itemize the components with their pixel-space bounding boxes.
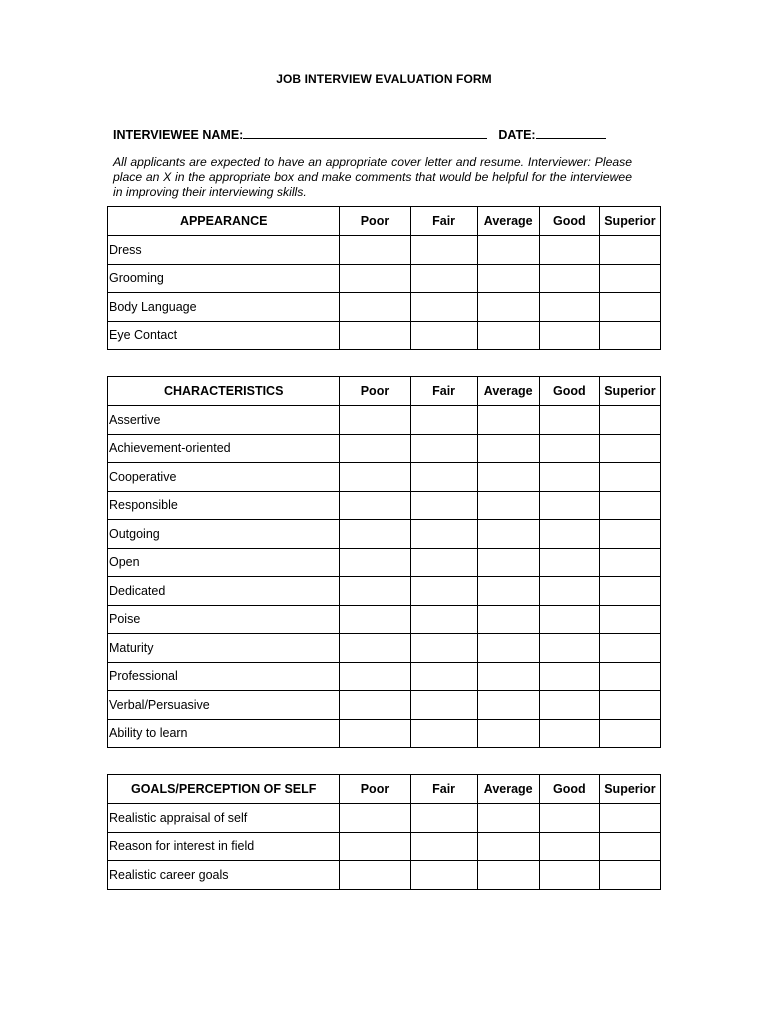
section-heading: GOALS/PERCEPTION OF SELF xyxy=(108,775,340,804)
rating-cell-good[interactable] xyxy=(539,520,599,549)
rating-cell-superior[interactable] xyxy=(599,463,660,492)
rating-cell-poor[interactable] xyxy=(340,804,410,833)
rating-cell-superior[interactable] xyxy=(599,293,660,322)
rating-cell-average[interactable] xyxy=(477,605,539,634)
criterion-label: Assertive xyxy=(108,406,340,435)
table-row xyxy=(108,434,661,463)
rating-cell-poor[interactable] xyxy=(340,605,410,634)
rating-cell-poor[interactable] xyxy=(340,434,410,463)
rating-header-superior: Superior xyxy=(599,207,660,236)
date-field[interactable] xyxy=(536,127,606,139)
rating-cell-poor[interactable] xyxy=(340,691,410,720)
criterion-label: Verbal/Persuasive xyxy=(108,691,340,720)
table-row xyxy=(108,577,661,606)
table-header-row xyxy=(108,207,661,236)
rating-cell-good[interactable] xyxy=(539,264,599,293)
criterion-label: Maturity xyxy=(108,634,340,663)
rating-header-fair: Fair xyxy=(410,775,477,804)
rating-cell-poor[interactable] xyxy=(340,491,410,520)
rating-cell-fair[interactable] xyxy=(410,236,477,265)
rating-cell-poor[interactable] xyxy=(340,719,410,748)
rating-cell-average[interactable] xyxy=(477,321,539,350)
rating-cell-fair[interactable] xyxy=(410,463,477,492)
rating-cell-fair[interactable] xyxy=(410,832,477,861)
name-date-line xyxy=(113,127,606,142)
table-row xyxy=(108,605,661,634)
criterion-label: Eye Contact xyxy=(108,321,340,350)
rating-cell-good[interactable] xyxy=(539,236,599,265)
table-row xyxy=(108,264,661,293)
rating-cell-good[interactable] xyxy=(539,406,599,435)
criterion-label: Dress xyxy=(108,236,340,265)
rating-cell-fair[interactable] xyxy=(410,293,477,322)
criterion-label: Dedicated xyxy=(108,577,340,606)
rating-cell-average[interactable] xyxy=(477,634,539,663)
rating-cell-good[interactable] xyxy=(539,548,599,577)
instructions-text: All applicants are expected to have an appropriate cover letter and resume. Interviewer: Please place an X in the appropriate box and make comments that would be helpful for the interviewee in improving their interviewing skills. xyxy=(113,155,632,199)
rating-cell-superior[interactable] xyxy=(599,861,660,890)
rating-cell-good[interactable] xyxy=(539,662,599,691)
table-row xyxy=(108,520,661,549)
rating-cell-fair[interactable] xyxy=(410,719,477,748)
rating-cell-good[interactable] xyxy=(539,832,599,861)
rating-cell-average[interactable] xyxy=(477,804,539,833)
rating-cell-superior[interactable] xyxy=(599,832,660,861)
rating-cell-fair[interactable] xyxy=(410,548,477,577)
rating-cell-good[interactable] xyxy=(539,719,599,748)
rating-cell-average[interactable] xyxy=(477,520,539,549)
rating-cell-superior[interactable] xyxy=(599,691,660,720)
table-row xyxy=(108,634,661,663)
rating-cell-average[interactable] xyxy=(477,719,539,748)
rating-cell-fair[interactable] xyxy=(410,662,477,691)
form-title: JOB INTERVIEW EVALUATION FORM xyxy=(276,72,492,86)
criterion-label: Body Language xyxy=(108,293,340,322)
rating-cell-good[interactable] xyxy=(539,691,599,720)
table-row xyxy=(108,491,661,520)
rating-cell-superior[interactable] xyxy=(599,491,660,520)
rating-cell-good[interactable] xyxy=(539,463,599,492)
interviewee-name-field[interactable] xyxy=(243,127,487,139)
rating-header-poor: Poor xyxy=(340,207,410,236)
rating-cell-superior[interactable] xyxy=(599,548,660,577)
rating-cell-average[interactable] xyxy=(477,662,539,691)
rating-header-fair: Fair xyxy=(410,207,477,236)
rating-cell-good[interactable] xyxy=(539,434,599,463)
rating-header-poor: Poor xyxy=(340,775,410,804)
rating-cell-superior[interactable] xyxy=(599,719,660,748)
rating-cell-good[interactable] xyxy=(539,321,599,350)
rating-header-average: Average xyxy=(477,207,539,236)
rating-cell-superior[interactable] xyxy=(599,804,660,833)
table-row xyxy=(108,293,661,322)
rating-cell-superior[interactable] xyxy=(599,520,660,549)
criterion-label: Professional xyxy=(108,662,340,691)
rating-cell-average[interactable] xyxy=(477,861,539,890)
rating-cell-fair[interactable] xyxy=(410,861,477,890)
rating-cell-good[interactable] xyxy=(539,804,599,833)
rating-header-superior: Superior xyxy=(599,775,660,804)
criterion-label: Grooming xyxy=(108,264,340,293)
rating-cell-good[interactable] xyxy=(539,491,599,520)
criterion-label: Reason for interest in field xyxy=(108,832,340,861)
table-row xyxy=(108,719,661,748)
section-heading: APPEARANCE xyxy=(108,207,340,236)
rating-header-good: Good xyxy=(539,775,599,804)
rating-header-average: Average xyxy=(477,377,539,406)
rating-cell-poor[interactable] xyxy=(340,321,410,350)
criterion-label: Outgoing xyxy=(108,520,340,549)
rating-header-superior: Superior xyxy=(599,377,660,406)
section-heading: CHARACTERISTICS xyxy=(108,377,340,406)
goals-table xyxy=(107,774,661,890)
table-row xyxy=(108,321,661,350)
characteristics-table xyxy=(107,376,661,748)
rating-header-poor: Poor xyxy=(340,377,410,406)
interviewee-name-label: INTERVIEWEE NAME: xyxy=(113,128,244,142)
appearance-table xyxy=(107,206,661,350)
rating-cell-average[interactable] xyxy=(477,406,539,435)
table-row xyxy=(108,406,661,435)
rating-cell-good[interactable] xyxy=(539,634,599,663)
rating-cell-superior[interactable] xyxy=(599,321,660,350)
table-row xyxy=(108,691,661,720)
rating-cell-superior[interactable] xyxy=(599,662,660,691)
rating-cell-fair[interactable] xyxy=(410,406,477,435)
rating-cell-fair[interactable] xyxy=(410,605,477,634)
rating-cell-fair[interactable] xyxy=(410,491,477,520)
table-row xyxy=(108,548,661,577)
rating-cell-poor[interactable] xyxy=(340,832,410,861)
table-row xyxy=(108,662,661,691)
rating-cell-superior[interactable] xyxy=(599,577,660,606)
rating-cell-fair[interactable] xyxy=(410,434,477,463)
rating-cell-good[interactable] xyxy=(539,605,599,634)
rating-cell-superior[interactable] xyxy=(599,406,660,435)
rating-header-good: Good xyxy=(539,377,599,406)
rating-cell-good[interactable] xyxy=(539,861,599,890)
rating-cell-average[interactable] xyxy=(477,264,539,293)
rating-cell-poor[interactable] xyxy=(340,293,410,322)
rating-cell-fair[interactable] xyxy=(410,634,477,663)
rating-header-good: Good xyxy=(539,207,599,236)
rating-cell-poor[interactable] xyxy=(340,520,410,549)
rating-cell-average[interactable] xyxy=(477,491,539,520)
date-label: DATE: xyxy=(498,128,536,142)
rating-cell-poor[interactable] xyxy=(340,463,410,492)
rating-cell-superior[interactable] xyxy=(599,236,660,265)
rating-cell-average[interactable] xyxy=(477,577,539,606)
rating-cell-good[interactable] xyxy=(539,577,599,606)
criterion-label: Ability to learn xyxy=(108,719,340,748)
rating-cell-poor[interactable] xyxy=(340,406,410,435)
rating-cell-average[interactable] xyxy=(477,548,539,577)
rating-cell-fair[interactable] xyxy=(410,321,477,350)
rating-cell-fair[interactable] xyxy=(410,520,477,549)
criterion-label: Poise xyxy=(108,605,340,634)
table-row xyxy=(108,463,661,492)
rating-cell-average[interactable] xyxy=(477,691,539,720)
rating-cell-average[interactable] xyxy=(477,236,539,265)
rating-cell-fair[interactable] xyxy=(410,264,477,293)
criterion-label: Achievement-oriented xyxy=(108,434,340,463)
criterion-label: Open xyxy=(108,548,340,577)
criterion-label: Realistic appraisal of self xyxy=(108,804,340,833)
rating-cell-poor[interactable] xyxy=(340,634,410,663)
rating-cell-good[interactable] xyxy=(539,293,599,322)
criterion-label: Cooperative xyxy=(108,463,340,492)
rating-cell-superior[interactable] xyxy=(599,434,660,463)
rating-cell-poor[interactable] xyxy=(340,548,410,577)
rating-cell-superior[interactable] xyxy=(599,634,660,663)
table-header-row xyxy=(108,775,661,804)
rating-cell-average[interactable] xyxy=(477,832,539,861)
rating-cell-superior[interactable] xyxy=(599,605,660,634)
rating-cell-average[interactable] xyxy=(477,293,539,322)
rating-cell-poor[interactable] xyxy=(340,662,410,691)
rating-cell-poor[interactable] xyxy=(340,236,410,265)
rating-cell-poor[interactable] xyxy=(340,264,410,293)
rating-cell-fair[interactable] xyxy=(410,691,477,720)
table-row xyxy=(108,804,661,833)
rating-cell-average[interactable] xyxy=(477,434,539,463)
table-header-row xyxy=(108,377,661,406)
rating-cell-fair[interactable] xyxy=(410,804,477,833)
rating-header-fair: Fair xyxy=(410,377,477,406)
rating-cell-superior[interactable] xyxy=(599,264,660,293)
criterion-label: Responsible xyxy=(108,491,340,520)
rating-cell-fair[interactable] xyxy=(410,577,477,606)
criterion-label: Realistic career goals xyxy=(108,861,340,890)
table-row xyxy=(108,236,661,265)
table-row xyxy=(108,861,661,890)
rating-cell-average[interactable] xyxy=(477,463,539,492)
rating-cell-poor[interactable] xyxy=(340,861,410,890)
rating-header-average: Average xyxy=(477,775,539,804)
table-row xyxy=(108,832,661,861)
rating-cell-poor[interactable] xyxy=(340,577,410,606)
